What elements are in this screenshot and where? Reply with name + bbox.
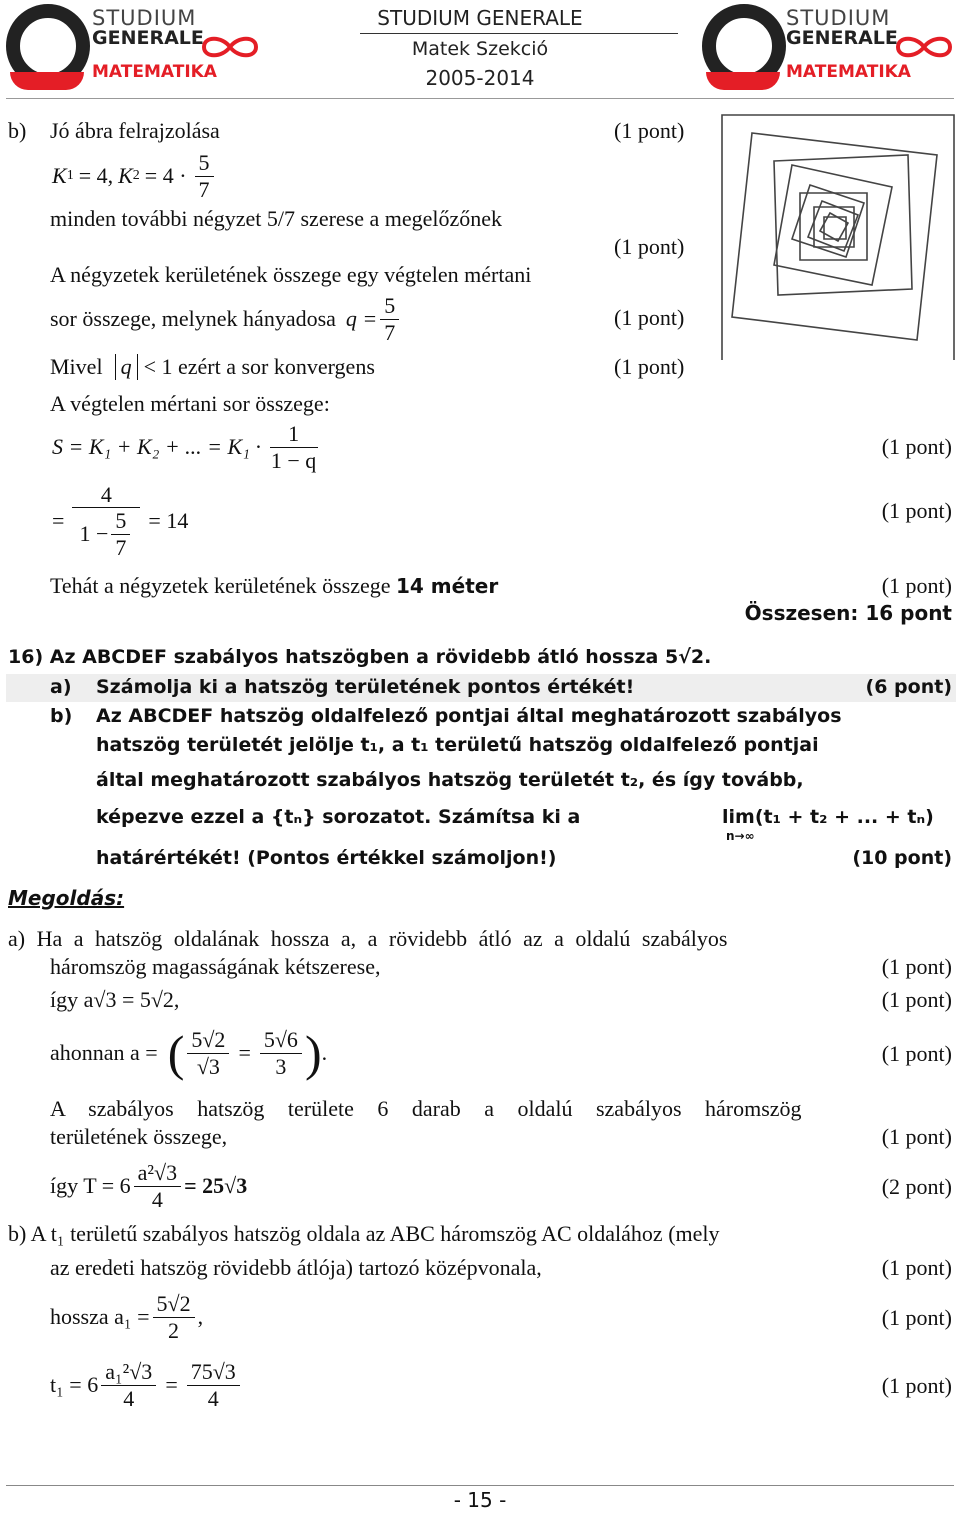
text-line: b) A t₁ területű szabályos hatszög oldala az ABC háromszög AC oldalához (mely: [8, 1221, 720, 1246]
points: (1 pont): [881, 1255, 952, 1280]
task-text: határértékét! (Pontos értékkel számoljon!): [96, 847, 557, 869]
part-label: b): [50, 705, 73, 727]
text-line: A végtelen mértani sor összege:: [50, 391, 330, 416]
conclusion: [50, 573, 498, 599]
nested-squares-figure: [712, 105, 956, 360]
header-rule: [6, 98, 954, 99]
answer: 14 méter: [396, 574, 499, 598]
points: (10 pont): [852, 847, 952, 869]
fraction: $\frac{5√6}{3}$: [260, 1027, 302, 1079]
text: ahonnan a =: [50, 1040, 158, 1065]
text-line: A négyzetek kerületének összege egy végtelen mértani: [50, 262, 532, 287]
header-subtitle: Matek Szekció: [411, 38, 549, 60]
mivel-line: Mivel q < 1 ezért a sor konvergens: [50, 354, 375, 379]
fraction: $\frac{5}{7}$: [380, 293, 399, 345]
limit-sub: n→∞: [726, 829, 755, 843]
header-years: 2005-2014: [425, 66, 535, 90]
k-symbol: K: [52, 163, 67, 188]
part-label: a): [50, 676, 72, 698]
k-formula: K 1 = 4, K 2 = 4 · $\frac{5}{7}$: [52, 147, 217, 205]
text-line: Mivel: [50, 354, 103, 379]
points: (1 pont): [614, 305, 685, 330]
text-line: a) Ha a hatszög oldalának hossza a, a rövidebb átló az a oldalú szabályos: [8, 926, 728, 951]
limit-expr: lim(t₁ + t₂ + ... + tₙ): [722, 806, 934, 828]
fraction: $\frac{1}{1 - q}$: [270, 421, 317, 473]
points: (1 pont): [881, 1124, 952, 1149]
points: (2 pont): [881, 1174, 952, 1199]
points: (1 pont): [881, 987, 952, 1012]
text: hossza a₁ =: [50, 1304, 150, 1329]
fraction: $\frac{\text{a₁²√3}}{4}$: [101, 1359, 156, 1411]
text-line: területének összege,: [50, 1124, 228, 1149]
logo-text-2: GENERALE: [786, 27, 898, 49]
header-divider: [360, 33, 678, 34]
eq: =: [52, 507, 65, 533]
text-line: sor összege, melynek hányadosa: [50, 306, 336, 331]
text-line: Tehát a négyzetek kerületének összege: [50, 573, 391, 598]
total-points: Összesen: 16 pont: [744, 601, 952, 625]
a1-formula: hossza a₁ = $\frac{5√2}{2}$ ,: [50, 1291, 204, 1343]
text-line: az eredeti hatszög rövidebb átlója) tartozó középvonala,: [50, 1255, 542, 1280]
q-line: [50, 290, 402, 348]
text-line: A szabályos hatszög területe 6 darab a oldalú szabályos háromszög: [50, 1096, 802, 1121]
logo-swoosh-icon: [706, 72, 780, 90]
solution-heading: Megoldás:: [8, 886, 125, 910]
text: így T = 6: [50, 1173, 131, 1198]
part-label: b): [8, 118, 27, 143]
task-text: által meghatározott szabályos hatszög területét t₂, és így tovább,: [96, 769, 804, 791]
k-symbol: K: [118, 163, 133, 188]
logo-swoosh-icon: [10, 72, 84, 90]
points: (1 pont): [881, 1305, 952, 1330]
s-formula: [52, 418, 323, 476]
points: (1 pont): [881, 954, 952, 979]
task-text: Számolja ki a hatszög területének pontos értékét!: [96, 676, 635, 698]
logo-text-1: STUDIUM: [786, 6, 891, 30]
task-text: képezve ezzel a {tₙ} sorozatot. Számítsa ki a: [96, 806, 581, 828]
k-eq2: = 4 ·: [144, 163, 187, 188]
logo-text-1: STUDIUM: [92, 6, 197, 30]
text-line: < 1 ezért a sor konvergens: [143, 354, 375, 379]
infinity-icon: [200, 36, 260, 58]
footer-rule: [6, 1485, 954, 1486]
text-line: Jó ábra felrajzolása: [50, 118, 220, 143]
t1-formula: t₁ = 6 $\frac{\text{a₁²√3}}{4}$ = $\frac{75√3}{4}$: [50, 1352, 243, 1418]
s-line: S = K₁ + K₂ + ... = K₁ ·: [52, 434, 261, 459]
text-line: így a√3 = 5√2,: [50, 987, 180, 1012]
header-title: STUDIUM GENERALE: [377, 6, 583, 30]
sum-formula: [52, 482, 188, 560]
result: = 14: [148, 507, 189, 533]
points: (1 pont): [881, 573, 952, 598]
a-formula: ahonnan a = ( $\frac{5√2}{√3}$ = $\frac{5√6}{3}$ ) .: [50, 1025, 328, 1081]
result: = 25√3: [184, 1173, 248, 1198]
points: (1 pont): [614, 118, 685, 143]
points: (1 pont): [881, 434, 952, 459]
t-formula: [50, 1155, 247, 1217]
q-eq: q =: [345, 306, 378, 331]
fraction: $\frac{5√2}{2}$: [153, 1291, 195, 1343]
logo-text-3: MATEMATIKA: [786, 62, 911, 82]
points: (1 pont): [881, 1041, 952, 1066]
k-eq1: = 4,: [78, 163, 114, 188]
points: (1 pont): [614, 234, 685, 259]
fraction: $\frac{75√3}{4}$: [187, 1359, 240, 1411]
text-line: háromszög magasságának kétszerese,: [50, 954, 381, 979]
points: (1 pont): [614, 354, 685, 379]
fraction: $\frac{5√2}{√3}$: [187, 1027, 229, 1079]
task-text: hatszög területét jelölje t₁, a t₁ területű hatszög oldalfelező pontjai: [96, 734, 819, 756]
fraction: $\frac{5}{7}$: [195, 150, 214, 202]
fraction: $\frac{\text{a²√3}}{4}$: [134, 1160, 181, 1212]
text-line: minden további négyzet 5/7 szerese a megelőzőnek: [50, 206, 503, 231]
points: (1 pont): [881, 498, 952, 523]
infinity-icon: [894, 36, 954, 58]
text: t₁ = 6: [50, 1372, 99, 1397]
task-intro: 16) Az ABCDEF szabályos hatszögben a rövidebb átló hossza 5√2.: [8, 646, 712, 668]
fraction: 4 1 − $\frac{5}{7}$: [72, 482, 140, 560]
points: (6 pont): [865, 676, 952, 698]
page-number: - 15 -: [453, 1488, 507, 1512]
logo-text-2: GENERALE: [92, 27, 204, 49]
task-text: Az ABCDEF hatszög oldalfelező pontjai által meghatározott szabályos: [96, 705, 842, 727]
logo-text-3: MATEMATIKA: [92, 62, 217, 82]
points: (1 pont): [881, 1373, 952, 1398]
